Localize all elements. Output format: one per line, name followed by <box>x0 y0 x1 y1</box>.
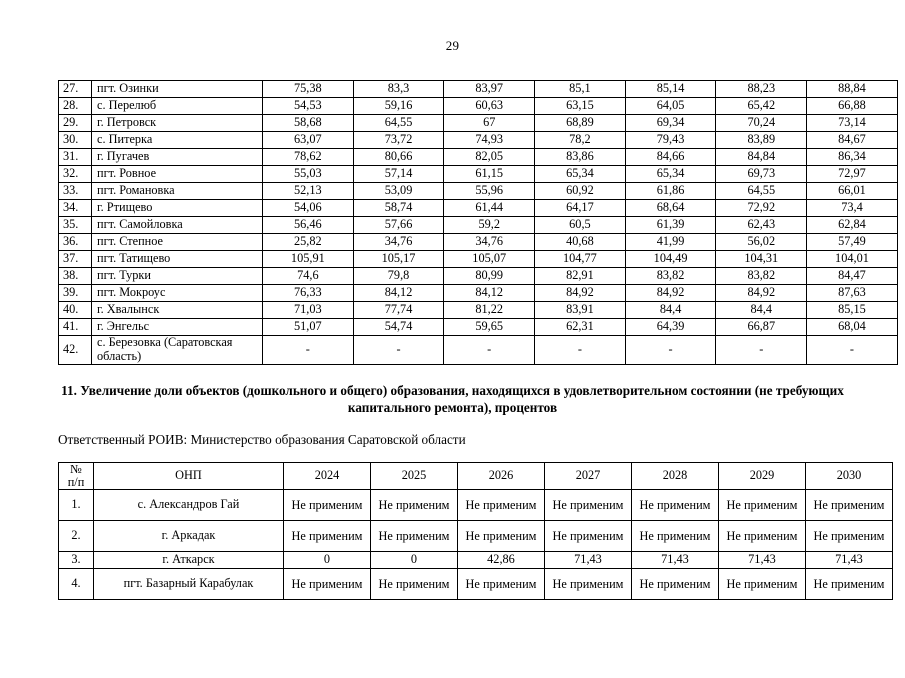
cell-2025: 59,16 <box>353 98 444 115</box>
row-number: 32. <box>59 166 92 183</box>
cell-2027: 65,34 <box>535 166 626 183</box>
cell-2030: 68,04 <box>807 319 898 336</box>
cell-2027: Не применим <box>545 520 632 551</box>
header-onp: ОНП <box>94 462 284 489</box>
table-row <box>59 319 898 336</box>
cell-2028: 65,34 <box>625 166 716 183</box>
cell-2026: 105,07 <box>444 251 535 268</box>
row-name: с. Перелюб <box>92 98 263 115</box>
cell-2030: 84,67 <box>807 132 898 149</box>
cell-2026: 59,65 <box>444 319 535 336</box>
row-number: 1. <box>59 489 94 520</box>
cell-2025: 84,12 <box>353 285 444 302</box>
cell-2026: 80,99 <box>444 268 535 285</box>
cell-2027: 63,15 <box>535 98 626 115</box>
cell-2029: Не применим <box>719 489 806 520</box>
cell-2025: 73,72 <box>353 132 444 149</box>
cell-2028: 41,99 <box>625 234 716 251</box>
cell-2030: Не применим <box>806 489 893 520</box>
cell-2028: Не применим <box>632 520 719 551</box>
cell-2029: Не применим <box>719 568 806 599</box>
cell-2024: 58,68 <box>263 115 354 132</box>
cell-2029: Не применим <box>719 520 806 551</box>
header-2024: 2024 <box>284 462 371 489</box>
cell-2028: 79,43 <box>625 132 716 149</box>
cell-2025: 80,66 <box>353 149 444 166</box>
row-number: 4. <box>59 568 94 599</box>
cell-2028: 84,4 <box>625 302 716 319</box>
cell-2026: 61,15 <box>444 166 535 183</box>
row-number: 37. <box>59 251 92 268</box>
table-row <box>59 217 898 234</box>
cell-2028: 69,34 <box>625 115 716 132</box>
table-row <box>59 166 898 183</box>
cell-2024: Не применим <box>284 568 371 599</box>
cell-2024: 25,82 <box>263 234 354 251</box>
section-title: 11. Увеличение доли объектов (дошкольного и общего) образования, находящихся в удовлетворительном состоянии (не требующих капитального ремонта), процентов <box>61 382 844 415</box>
cell-2029: 69,73 <box>716 166 807 183</box>
cell-2026: 81,22 <box>444 302 535 319</box>
row-number: 2. <box>59 520 94 551</box>
cell-2025: 77,74 <box>353 302 444 319</box>
table-row <box>59 489 893 520</box>
cell-2029: 88,23 <box>716 81 807 98</box>
cell-2027: Не применим <box>545 489 632 520</box>
cell-2028: 85,14 <box>625 81 716 98</box>
row-number: 35. <box>59 217 92 234</box>
table-row <box>59 115 898 132</box>
table-row <box>59 302 898 319</box>
cell-2025: 54,74 <box>353 319 444 336</box>
cell-2025: 34,76 <box>353 234 444 251</box>
cell-2028: 84,66 <box>625 149 716 166</box>
row-name: пгт. Самойловка <box>92 217 263 234</box>
cell-2024: 55,03 <box>263 166 354 183</box>
table2-head <box>59 462 893 489</box>
table-row <box>59 149 898 166</box>
row-name: г. Аркадак <box>94 520 284 551</box>
table-row <box>59 200 898 217</box>
cell-2027: 68,89 <box>535 115 626 132</box>
cell-2029: 56,02 <box>716 234 807 251</box>
row-number: 29. <box>59 115 92 132</box>
row-number: 40. <box>59 302 92 319</box>
row-name: пгт. Ровное <box>92 166 263 183</box>
row-number: 38. <box>59 268 92 285</box>
cell-2024: 54,06 <box>263 200 354 217</box>
cell-2027: 85,1 <box>535 81 626 98</box>
header-2026: 2026 <box>458 462 545 489</box>
row-number: 39. <box>59 285 92 302</box>
cell-2029: 65,42 <box>716 98 807 115</box>
cell-2024: 63,07 <box>263 132 354 149</box>
cell-2028: 104,49 <box>625 251 716 268</box>
row-name: г. Энгельс <box>92 319 263 336</box>
cell-2025: 0 <box>371 551 458 568</box>
cell-2030: 88,84 <box>807 81 898 98</box>
cell-2024: 0 <box>284 551 371 568</box>
cell-2025: 79,8 <box>353 268 444 285</box>
page-number: 29 <box>445 38 460 53</box>
cell-2027: 83,86 <box>535 149 626 166</box>
cell-2026: 60,63 <box>444 98 535 115</box>
row-name: г. Петровск <box>92 115 263 132</box>
row-number: 30. <box>59 132 92 149</box>
cell-2030: 86,34 <box>807 149 898 166</box>
cell-2024: 75,38 <box>263 81 354 98</box>
cell-2027: 82,91 <box>535 268 626 285</box>
cell-2029: 104,31 <box>716 251 807 268</box>
cell-2026: 74,93 <box>444 132 535 149</box>
cell-2025: - <box>353 336 444 365</box>
cell-2027: 62,31 <box>535 319 626 336</box>
cell-2025: Не применим <box>371 520 458 551</box>
cell-2024: 76,33 <box>263 285 354 302</box>
cell-2025: 53,09 <box>353 183 444 200</box>
header-2025: 2025 <box>371 462 458 489</box>
row-number: 31. <box>59 149 92 166</box>
cell-2027: 78,2 <box>535 132 626 149</box>
table1-body <box>59 81 898 365</box>
cell-2030: 87,63 <box>807 285 898 302</box>
table-continuation-onp <box>58 80 898 365</box>
row-number: 41. <box>59 319 92 336</box>
cell-2025: 83,3 <box>353 81 444 98</box>
cell-2029: - <box>716 336 807 365</box>
cell-2024: 54,53 <box>263 98 354 115</box>
table-education-objects <box>58 462 893 600</box>
cell-2027: 84,92 <box>535 285 626 302</box>
row-name: г. Ртищево <box>92 200 263 217</box>
row-name: пгт. Степное <box>92 234 263 251</box>
cell-2028: 83,82 <box>625 268 716 285</box>
cell-2025: 64,55 <box>353 115 444 132</box>
row-name: с. Березовка (Саратовская область) <box>92 336 263 365</box>
table-row <box>59 268 898 285</box>
row-number: 28. <box>59 98 92 115</box>
cell-2024: 52,13 <box>263 183 354 200</box>
table-row <box>59 251 898 268</box>
cell-2029: 64,55 <box>716 183 807 200</box>
cell-2030: Не применим <box>806 568 893 599</box>
cell-2030: 73,14 <box>807 115 898 132</box>
cell-2024: 78,62 <box>263 149 354 166</box>
row-number: 42. <box>59 336 92 365</box>
table-row <box>59 336 898 365</box>
responsible-authority: Ответственный РОИВ: Министерство образования Саратовской области <box>58 431 466 447</box>
table-row <box>59 551 893 568</box>
cell-2030: 84,47 <box>807 268 898 285</box>
cell-2024: 51,07 <box>263 319 354 336</box>
cell-2025: Не применим <box>371 568 458 599</box>
cell-2024: - <box>263 336 354 365</box>
cell-2026: Не применим <box>458 568 545 599</box>
cell-2026: 82,05 <box>444 149 535 166</box>
row-name: г. Хвалынск <box>92 302 263 319</box>
cell-2027: 40,68 <box>535 234 626 251</box>
cell-2026: 34,76 <box>444 234 535 251</box>
cell-2027: - <box>535 336 626 365</box>
row-name: пгт. Романовка <box>92 183 263 200</box>
cell-2026: 61,44 <box>444 200 535 217</box>
cell-2030: - <box>807 336 898 365</box>
cell-2024: Не применим <box>284 489 371 520</box>
row-name: пгт. Мокроус <box>92 285 263 302</box>
cell-2024: 71,03 <box>263 302 354 319</box>
cell-2026: Не применим <box>458 520 545 551</box>
cell-2030: 57,49 <box>807 234 898 251</box>
row-name: с. Александров Гай <box>94 489 284 520</box>
table-row <box>59 568 893 599</box>
row-name: пгт. Турки <box>92 268 263 285</box>
cell-2028: 61,86 <box>625 183 716 200</box>
document-page <box>0 38 905 678</box>
cell-2029: 84,92 <box>716 285 807 302</box>
cell-2029: 84,84 <box>716 149 807 166</box>
cell-2026: 42,86 <box>458 551 545 568</box>
cell-2030: 62,84 <box>807 217 898 234</box>
header-2028: 2028 <box>632 462 719 489</box>
cell-2030: 72,97 <box>807 166 898 183</box>
row-number: 34. <box>59 200 92 217</box>
cell-2027: 64,17 <box>535 200 626 217</box>
cell-2028: Не применим <box>632 568 719 599</box>
header-number-line1: № <box>70 461 82 476</box>
cell-2028: 64,39 <box>625 319 716 336</box>
cell-2027: 104,77 <box>535 251 626 268</box>
cell-2025: Не применим <box>371 489 458 520</box>
table2-body <box>59 489 893 599</box>
cell-2024: 74,6 <box>263 268 354 285</box>
row-name: с. Питерка <box>92 132 263 149</box>
cell-2027: 60,5 <box>535 217 626 234</box>
cell-2028: 64,05 <box>625 98 716 115</box>
cell-2026: Не применим <box>458 489 545 520</box>
cell-2026: 67 <box>444 115 535 132</box>
cell-2024: Не применим <box>284 520 371 551</box>
cell-2026: 83,97 <box>444 81 535 98</box>
cell-2025: 57,66 <box>353 217 444 234</box>
row-number: 33. <box>59 183 92 200</box>
cell-2025: 58,74 <box>353 200 444 217</box>
cell-2028: Не применим <box>632 489 719 520</box>
cell-2029: 83,82 <box>716 268 807 285</box>
row-name: пгт. Озинки <box>92 81 263 98</box>
row-name: г. Аткарск <box>94 551 284 568</box>
cell-2028: 61,39 <box>625 217 716 234</box>
table-row <box>59 234 898 251</box>
cell-2026: 84,12 <box>444 285 535 302</box>
cell-2027: 83,91 <box>535 302 626 319</box>
table-row <box>59 81 898 98</box>
cell-2025: 105,17 <box>353 251 444 268</box>
cell-2026: 55,96 <box>444 183 535 200</box>
cell-2027: 60,92 <box>535 183 626 200</box>
row-name: г. Пугачев <box>92 149 263 166</box>
cell-2028: 84,92 <box>625 285 716 302</box>
cell-2030: 71,43 <box>806 551 893 568</box>
table-row <box>59 285 898 302</box>
header-2029: 2029 <box>719 462 806 489</box>
header-2030: 2030 <box>806 462 893 489</box>
cell-2030: 66,88 <box>807 98 898 115</box>
cell-2027: Не применим <box>545 568 632 599</box>
cell-2028: 71,43 <box>632 551 719 568</box>
row-number: 27. <box>59 81 92 98</box>
cell-2030: 66,01 <box>807 183 898 200</box>
header-number-line2: п/п <box>67 474 85 489</box>
cell-2029: 62,43 <box>716 217 807 234</box>
cell-2024: 56,46 <box>263 217 354 234</box>
cell-2030: 85,15 <box>807 302 898 319</box>
row-number: 3. <box>59 551 94 568</box>
cell-2026: 59,2 <box>444 217 535 234</box>
table-row <box>59 183 898 200</box>
cell-2029: 84,4 <box>716 302 807 319</box>
cell-2028: 68,64 <box>625 200 716 217</box>
cell-2029: 71,43 <box>719 551 806 568</box>
table-row <box>59 132 898 149</box>
cell-2030: Не применим <box>806 520 893 551</box>
cell-2030: 73,4 <box>807 200 898 217</box>
cell-2027: 71,43 <box>545 551 632 568</box>
row-number: 36. <box>59 234 92 251</box>
table-row <box>59 98 898 115</box>
header-2027: 2027 <box>545 462 632 489</box>
table-header-row <box>59 462 893 489</box>
row-name: пгт. Базарный Карабулак <box>94 568 284 599</box>
cell-2029: 70,24 <box>716 115 807 132</box>
cell-2029: 83,89 <box>716 132 807 149</box>
cell-2025: 57,14 <box>353 166 444 183</box>
header-number <box>59 462 94 489</box>
cell-2028: - <box>625 336 716 365</box>
cell-2026: - <box>444 336 535 365</box>
cell-2029: 72,92 <box>716 200 807 217</box>
row-name: пгт. Татищево <box>92 251 263 268</box>
table-row <box>59 520 893 551</box>
cell-2029: 66,87 <box>716 319 807 336</box>
cell-2024: 105,91 <box>263 251 354 268</box>
cell-2030: 104,01 <box>807 251 898 268</box>
